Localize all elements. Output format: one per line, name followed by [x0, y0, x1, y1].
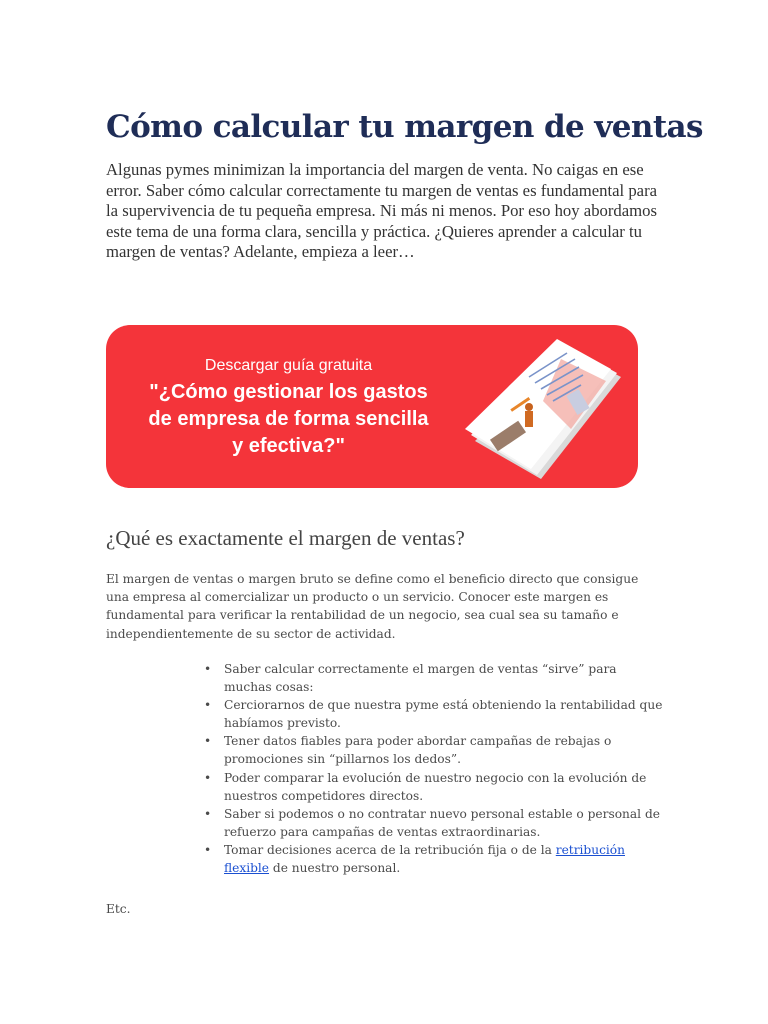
intro-paragraph: Algunas pymes minimizan la importancia del margen de venta. No caigas en ese error. Saber cómo calcular correctamente tu margen de ventas es fundamental para la supervivencia de tu pequeña empresa. Ni más ni menos. Por eso hoy abordamos este tema de una forma clara, sencilla y práctica. ¿Quieres aprender a calcular tu margen de ventas? Adelante, empieza a leer… — [106, 160, 658, 262]
list-item-text: Tener datos fiables para poder abordar campañas de rebajas o promociones sin “pillarnos los dedos”. — [224, 734, 612, 767]
guide-brochure-illustration — [451, 329, 631, 484]
closing-text: Etc. — [106, 902, 131, 916]
flexible-compensation-link[interactable]: retribución flexible — [224, 842, 625, 876]
list-item-text: Saber si podemos o no contratar nuevo personal estable o personal de refuerzo para campañas de ventas extraordinarias. — [224, 806, 660, 839]
list-item-text: de nuestro personal. — [269, 861, 401, 876]
banner-text — [106, 355, 471, 460]
bullet-marker: • — [204, 662, 212, 676]
list-item — [204, 660, 666, 696]
section-title: ¿Qué es exactamente el margen de ventas? — [106, 526, 465, 550]
list-item-text: Saber calcular correctamente el margen de ventas “sirve” para muchas cosas: — [224, 662, 617, 695]
list-item — [204, 805, 666, 841]
list-item-text: Cerciorarnos de que nuestra pyme está obteniendo la rentabilidad que habíamos previsto. — [224, 698, 663, 731]
list-item — [204, 696, 666, 732]
bullet-marker: • — [204, 734, 212, 749]
list-item — [204, 769, 666, 805]
list-item-text: Poder comparar la evolución de nuestro negocio con la evolución de nuestros competidores directos. — [224, 770, 647, 803]
benefits-list — [204, 660, 666, 877]
bullet-marker: • — [204, 698, 212, 713]
banner-headline: "¿Cómo gestionar los gastos de empresa de forma sencilla y efectiva?" — [148, 381, 429, 457]
definition-paragraph: El margen de ventas o margen bruto se define como el beneficio directo que consigue una empresa al comercializar un producto o un servicio. Conocer este margen es fundamental para verificar la rentabilidad de un negocio, sea cual sea su tamaño e independientemente de su sector de actividad. — [106, 572, 639, 641]
bullet-marker: • — [204, 806, 212, 821]
bullet-marker: • — [204, 842, 212, 857]
banner-subtitle: Descargar guía gratuita — [204, 357, 373, 374]
bullet-marker: • — [204, 770, 212, 785]
page-title: Cómo calcular tu margen de ventas — [106, 109, 703, 145]
list-item — [204, 841, 666, 877]
list-item — [204, 732, 666, 768]
download-guide-banner[interactable] — [106, 325, 638, 488]
list-item-text: Tomar decisiones acerca de la retribución fija o de la — [224, 842, 556, 857]
